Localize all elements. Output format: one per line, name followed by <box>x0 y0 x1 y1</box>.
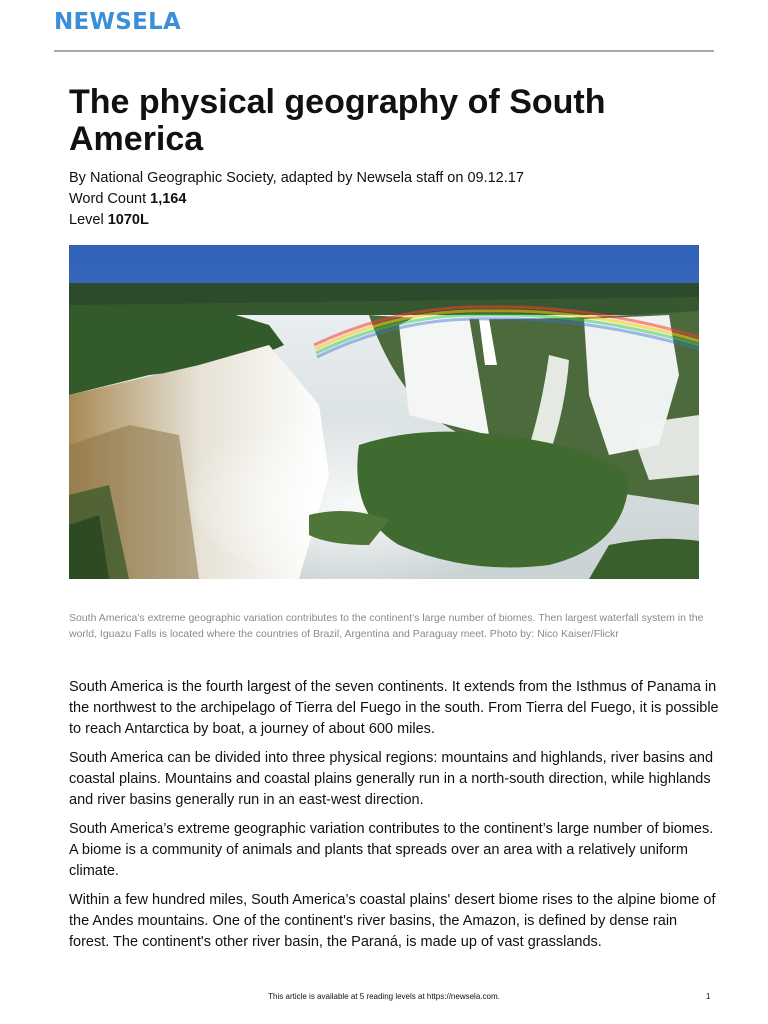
word-count <box>69 189 524 210</box>
page-footer: This article is available at 5 reading levels at https://newsela.com. <box>268 992 500 1001</box>
reading-level <box>69 210 524 231</box>
level-label: Level <box>69 212 104 228</box>
article-body <box>69 677 719 961</box>
article-photo <box>69 245 699 579</box>
paragraph: South America is the fourth largest of the seven continents. It extends from the Isthmus of Panama in the northwest to the archipelago of Tierra del Fuego in the south. From Tierra del Fuego, it is possible to reach Antarctica by boat, a journey of about 600 miles. <box>69 679 719 737</box>
word-count-label: Word Count <box>69 191 147 207</box>
paragraph: South America’s extreme geographic variation contributes to the continent’s large number of biomes. A biome is a community of animals and plants that spreads over an area with a relatively uniform climate. <box>69 821 714 879</box>
newsela-logo[interactable]: NEWSELA <box>54 9 182 35</box>
byline: By National Geographic Society, adapted by Newsela staff on 09.12.17 <box>69 170 524 186</box>
photo-caption: South America’s extreme geographic variation contributes to the continent’s large number of biomes. Then largest waterfall system in the world, Iguazu Falls is located where the countries of Brazil, Argentina and Paraguay meet. Photo by: Nico Kaiser/Flickr <box>69 612 704 640</box>
article-meta <box>69 168 524 231</box>
word-count-value: 1,164 <box>150 191 187 207</box>
level-value: 1070L <box>107 212 149 228</box>
waterfall-photo-illustration <box>69 245 699 579</box>
article-title: The physical geography of South America <box>69 83 606 158</box>
page-number: 1 <box>706 992 711 1001</box>
header-divider <box>54 50 714 52</box>
paragraph: Within a few hundred miles, South America’s coastal plains' desert biome rises to the alpine biome of the Andes mountains. One of the continent's river basins, the Amazon, is defined by dense rain forest. The continent's other river basin, the Paraná, is made up of vast grasslands. <box>69 892 716 950</box>
paragraph: South America can be divided into three physical regions: mountains and highlands, river basins and coastal plains. Mountains and coastal plains generally run in a north-south direction, while highlands and river basins generally run in an east-west direction. <box>69 750 714 808</box>
